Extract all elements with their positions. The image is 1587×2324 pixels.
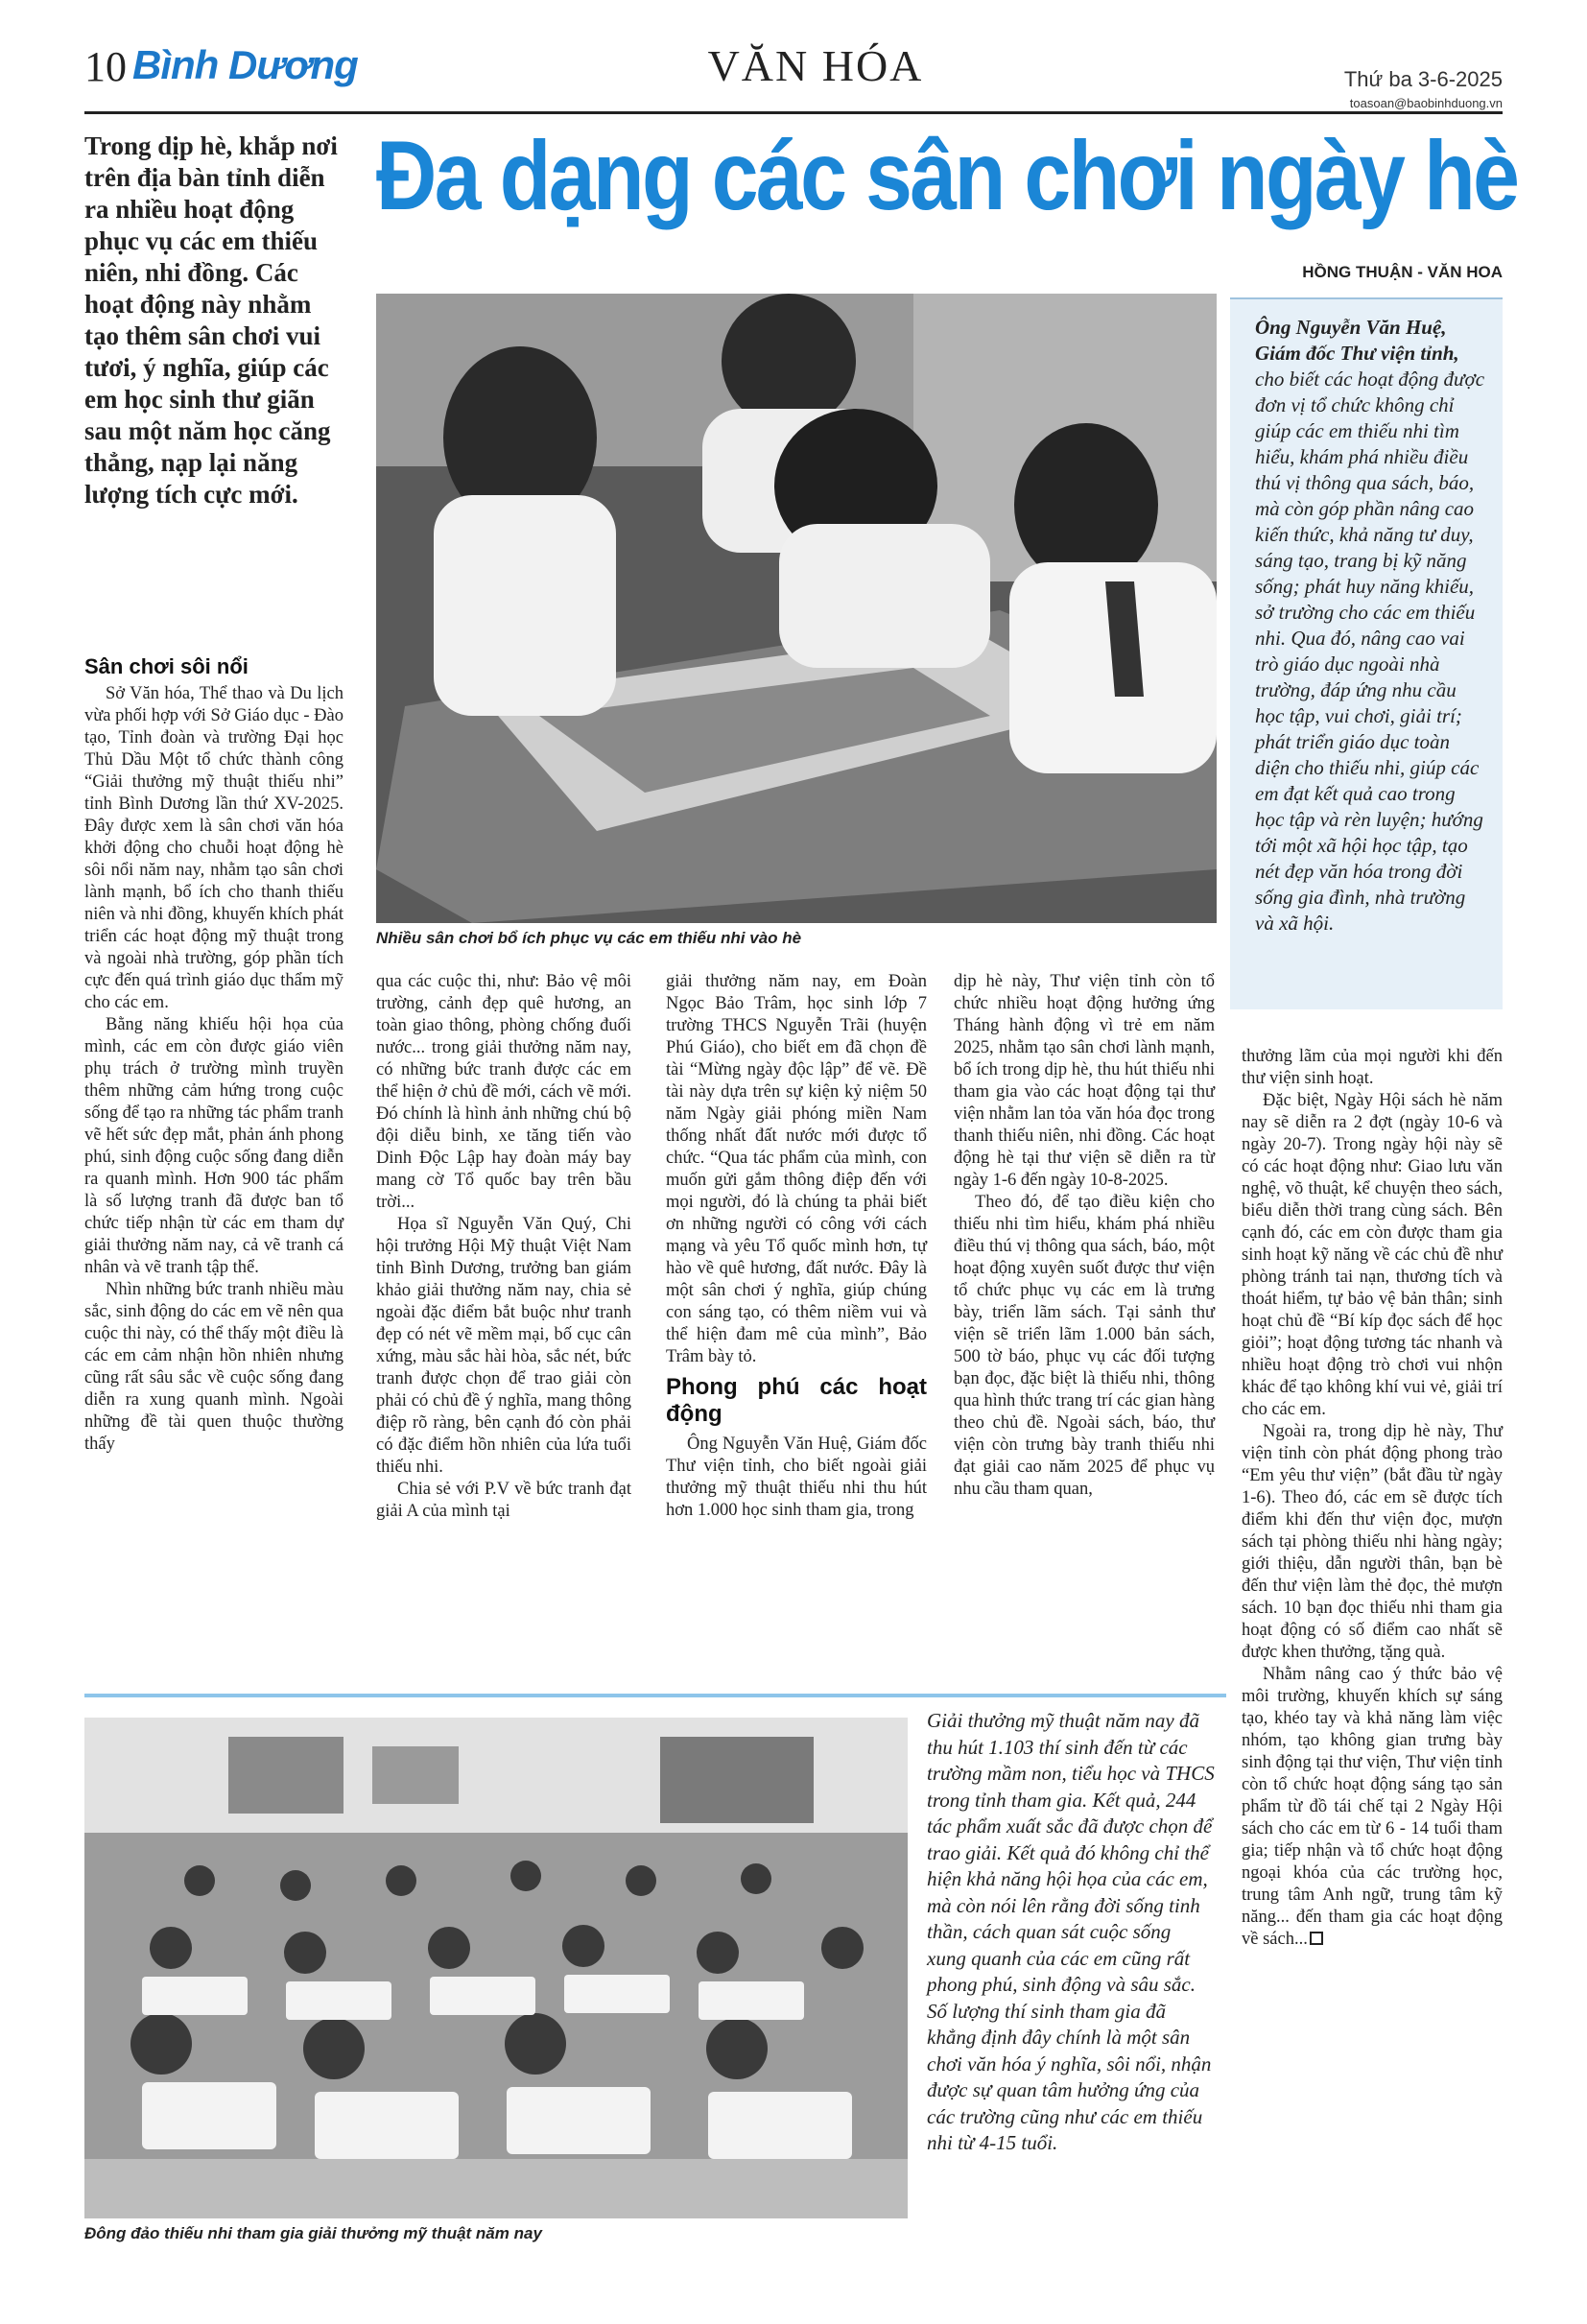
col1-paragraph-1: Sở Văn hóa, Thể thao và Du lịch vừa phối hợp với Sở Giáo dục - Đào tạo, Tỉnh đoàn và trường Đại học Thủ Dầu Một tổ chức thành công “Giải thưởng mỹ thuật thiếu nhi” tỉnh Bình Dương lần thứ XV-2025. Đây được xem là sân chơi văn hóa khởi động cho chuỗi hoạt động hè sôi nổi năm nay, nhằm tạo sân chơi lành mạnh, bổ ích cho thanh thiếu niên và nhi đồng, khuyến khích phát triển các hoạt động mỹ thuật trong và ngoài nhà trường, góp phần tích cực đến quá trình giáo dục thẩm mỹ cho các em.: [84, 684, 343, 1012]
column-4: [954, 971, 1215, 1501]
pull-quote-award: Giải thưởng mỹ thuật năm nay đã thu hút 1.103 thí sinh đến từ các trường mầm non, tiểu học và THCS trong tỉnh tham gia. Kết quả, 244 tác phẩm xuất sắc đã được chọn để trao giải. Kết quả đó không chỉ thể hiện khả năng hội họa của các em, mà còn nói lên rằng đời sống tinh thần, cách quan sát cuộc sống xung quanh của các em cũng rất phong phú, sinh động và sâu sắc. Số lượng thí sinh tham gia đã khẳng định đây chính là một sân chơi văn hóa ý nghĩa, sôi nổi, nhận được sự quan tâm hưởng ứng của các trường cũng như các em thiếu nhi từ 4-15 tuổi.: [927, 1709, 1215, 2154]
col1-paragraph-3: Nhìn những bức tranh nhiều màu sắc, sinh động do các em vẽ nên qua cuộc thi này, có thể thấy một điều là các em cảm nhận hồn nhiên nhưng cũng rất sâu sắc về cuộc sống đang diễn ra xung quanh mình. Ngoài những đề tài quen thuộc thường thấy: [84, 1280, 343, 1454]
col3-paragraph-1: giải thưởng năm nay, em Đoàn Ngọc Bảo Trâm, học sinh lớp 7 trường THCS Nguyễn Trãi (huyện Phú Giáo), cho biết em đã chọn đề tài “Mừng ngày độc lập” để vẽ. Đề tài này dựa trên sự kiện kỷ niệm 50 năm Ngày giải phóng miền Nam thống nhất đất nước mới được tổ chức. “Qua tác phẩm của mình, con muốn gửi gắm thông điệp đến với mọi người, đó là chúng ta phải biết ơn những người có công với cách mạng và yêu Tổ quốc mình hơn, tự hào về quê hương, đất nước. Đây là một sân chơi ý nghĩa, giúp chúng con sáng tạo, có thêm niềm vui và thể hiện đam mê của mình”, Bảo Trâm bày tỏ.: [666, 972, 927, 1366]
newspaper-logo: Bình Dương: [132, 42, 358, 87]
column-1: [84, 652, 343, 1456]
column-3: [666, 971, 927, 1522]
photo2-caption: Đông đảo thiếu nhi tham gia giải thưởng mỹ thuật năm nay: [84, 2224, 542, 2242]
col4-paragraph-1: dịp hè này, Thư viện tỉnh còn tổ chức nhiều hoạt động hưởng ứng Tháng hành động vì trẻ em năm 2025, nhằm tạo sân chơi lành mạnh, bổ ích trong dịp hè, thu hút thiếu nhi tham gia vào các hoạt động tại thư viện nhằm lan tỏa văn hóa đọc trong thanh thiếu niên, nhi đồng. Các hoạt động hè tại thư viện sẽ diễn ra từ ngày 1-6 đến ngày 10-8-2025.: [954, 972, 1215, 1190]
contact-email[interactable]: toasoan@baobinhduong.vn: [1349, 96, 1503, 110]
col5-paragraph-4: [1242, 1664, 1503, 1951]
article-headline: Đa dạng các sân chơi ngày hè: [376, 121, 1518, 230]
column-5: [1242, 1046, 1503, 1951]
article-end-icon: [1310, 1932, 1323, 1945]
page-number: 10: [84, 43, 127, 90]
section-divider: [84, 1694, 1226, 1697]
sidebar-lead: Ông Nguyễn Văn Huệ, Giám đốc Thư viện tỉnh,: [1255, 316, 1459, 365]
photo-students-painting: [376, 294, 1217, 923]
col5-paragraph-1: thưởng lãm của mọi người khi đến thư viện sinh hoạt.: [1242, 1047, 1503, 1088]
subhead-phong-phu: Phong phú các hoạt động: [666, 1374, 927, 1427]
section-title: VĂN HÓA: [707, 41, 924, 90]
photo-children-classroom: [84, 1718, 908, 2218]
col3-paragraph-2: Ông Nguyễn Văn Huệ, Giám đốc Thư viện tỉnh, cho biết ngoài giải thưởng mỹ thuật thiếu nhi thu hút hơn 1.000 học sinh tham gia, trong: [666, 1435, 927, 1520]
col1-paragraph-2: Bằng năng khiếu hội họa của mình, các em còn được giáo viên phụ trách ở trường mình truyền thêm những cảm hứng trong cuộc sống để tạo ra những tác phẩm tranh vẽ hết sức đẹp mắt, phản ánh phong phú, sinh động cuộc sống đang diễn ra quanh mình. Hơn 900 tác phẩm là số lượng tranh đã được ban tổ chức tiếp nhận từ các em tham dự giải thưởng năm nay, cả vẽ tranh cá nhân và vẽ tranh tập thể.: [84, 1015, 343, 1277]
issue-date: Thứ ba 3-6-2025: [1343, 67, 1503, 91]
article-sapo: Trong dịp hè, khắp nơi trên địa bàn tỉnh diễn ra nhiều hoạt động phục vụ các em thiếu niên, nhi đồng. Các hoạt động này nhằm tạo thêm sân chơi vui tươi, ý nghĩa, giúp các em học sinh thư giãn sau một năm học căng thẳng, nạp lại năng lượng tích cực mới.: [84, 131, 338, 509]
col5-paragraph-3: Ngoài ra, trong dịp hè này, Thư viện tỉnh còn phát động phong trào “Em yêu thư viện” (bắt đầu từ ngày 1-6). Theo đó, các em sẽ được tích điểm khi đến thư viện đọc, mượn sách tại phòng thiếu nhi hàng ngày; giới thiệu, dẫn người thân, bạn bè đến thư viện làm thẻ đọc, thẻ mượn sách. 10 bạn đọc thiếu nhi tham gia hoạt động có số điểm cao nhất sẽ được khen thưởng, tặng quà.: [1242, 1422, 1503, 1662]
col2-paragraph-1: qua các cuộc thi, như: Bảo vệ môi trường, cảnh đẹp quê hương, an toàn giao thông, phòng chống đuối nước... trong giải thưởng năm nay, có những bức tranh được các em thể hiện ở chủ đề mới, cách vẽ mới. Đó chính là hình ảnh những chú bộ đội diễu binh, xe tăng tiến vào Dinh Độc Lập hay đoàn máy bay mang cờ Tổ quốc bay trên bầu trời...: [376, 972, 631, 1212]
subhead-san-choi-soi-noi: Sân chơi sôi nổi: [84, 654, 249, 678]
col5-paragraph-4-text: Nhằm nâng cao ý thức bảo vệ môi trường, khuyến khích sự sáng tạo, khéo tay và khả năng làm việc nhóm, tạo không gian trưng bày sinh động tại thư viện, Thư viện tỉnh còn tổ chức hoạt động sáng tạo sản phẩm từ đồ tái chế tại 2 Ngày Hội sách cho các em từ 6 - 14 tuổi tham gia; tiếp nhận và tổ chức hoạt động ngoại khóa của các trường học, trung tâm Anh ngữ, trung tâm kỹ năng... đến tham gia các hoạt động về sách...: [1242, 1665, 1503, 1949]
article-byline: HỒNG THUẬN - VĂN HOA: [1302, 263, 1503, 281]
photo-children-classroom-image: [84, 1718, 908, 2218]
sidebar-quote-box: [1230, 297, 1503, 1009]
photo1-caption: Nhiều sân chơi bổ ích phục vụ các em thiếu nhi vào hè: [376, 929, 802, 947]
col4-paragraph-2: Theo đó, để tạo điều kiện cho thiếu nhi tìm hiểu, khám phá nhiều điều thú vị thông qua sách, báo, một hoạt động xuyên suốt được thư viện tổ chức phục vụ các em là trưng bày, triển lãm sách. Tại sảnh thư viện sẽ triển lãm 1.000 bản sách, 500 tờ báo, phục vụ các đối tượng bạn đọc, đặc biệt là thiếu nhi, thông qua hình thức trang trí các gian hàng theo chủ đề. Ngoài sách, báo, thư viện còn trưng bày tranh thiếu nhi đạt giải cao năm 2025 để phục vụ nhu cầu tham quan,: [954, 1193, 1215, 1499]
sidebar-body: cho biết các hoạt động được đơn vị tổ chức không chỉ giúp các em thiếu nhi tìm hiểu, khám phá nhiều điều thú vị thông qua sách, báo, mà còn góp phần nâng cao kiến thức, khả năng tư duy, sáng tạo, trang bị kỹ năng sống; phát huy năng khiếu, sở trường cho các em thiếu nhi. Qua đó, nâng cao vai trò giáo dục ngoài nhà trường, đáp ứng nhu cầu học tập, vui chơi, giải trí; phát triển giáo dục toàn diện cho thiếu nhi, giúp các em đạt kết quả cao trong học tập và rèn luyện; hướng tới một xã hội học tập, tạo nét đẹp văn hóa trong đời sống gia đình, nhà trường và xã hội.: [1255, 368, 1485, 935]
column-2: [376, 971, 631, 1523]
col2-paragraph-2: Họa sĩ Nguyễn Văn Quý, Chi hội trưởng Hội Mỹ thuật Việt Nam tỉnh Bình Dương, trưởng ban giám khảo giải thưởng năm nay, chia sẻ ngoài đặc điểm bắt buộc như tranh đẹp có nét vẽ mềm mại, bố cục cân xứng, màu sắc hài hòa, sắc nét, bức tranh được chọn để trao giải còn phải có chủ đề ý nghĩa, mang thông điệp rõ ràng, bên cạnh đó còn phải có đặc điểm hồn nhiên của lứa tuổi thiếu nhi.: [376, 1215, 631, 1477]
photo-students-painting-image: [376, 294, 1217, 923]
col5-paragraph-2: Đặc biệt, Ngày Hội sách hè năm nay sẽ diễn ra 2 đợt (ngày 10-6 và ngày 20-7). Trong ngày hội này sẽ có các hoạt động như: Giao lưu văn nghệ, võ thuật, kể chuyện theo sách, biểu diễn thời trang cùng sách. Bên cạnh đó, các em còn được tham gia sinh hoạt kỹ năng về các chủ đề như phòng tránh tai nạn, thương tích và thoát hiểm, tự bảo vệ bản thân; sinh hoạt chủ đề “Bí kíp đọc sách để học giỏi”; hoạt động tương tác nhanh và nhiều hoạt động trò chơi vui nhộn khác để tạo không khí vui vẻ, giải trí cho các em.: [1242, 1091, 1503, 1419]
col2-paragraph-3: Chia sẻ với P.V về bức tranh đạt giải A của mình tại: [376, 1480, 631, 1521]
